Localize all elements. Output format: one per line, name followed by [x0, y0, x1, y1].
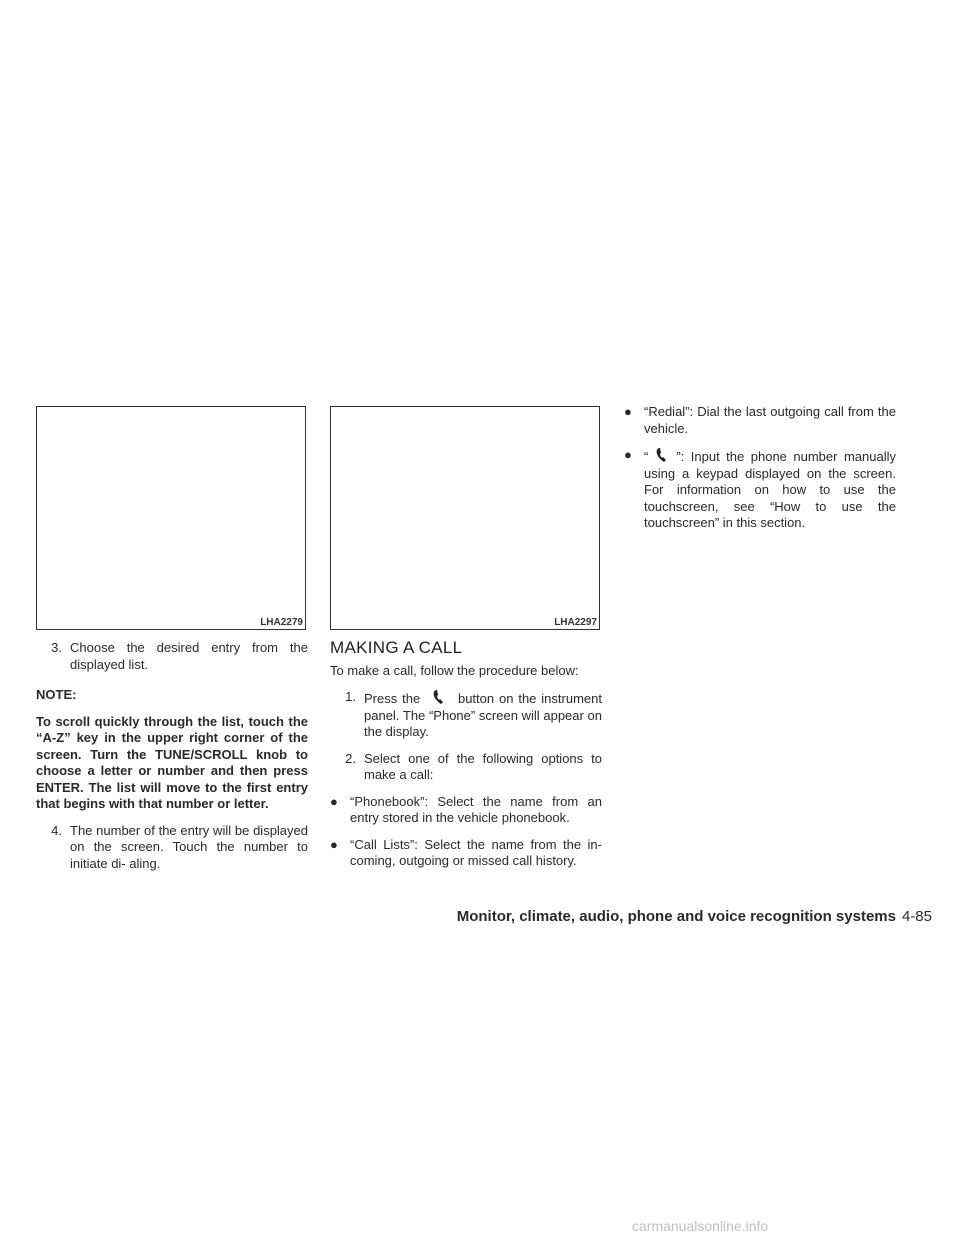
figure-lha2297	[330, 406, 600, 630]
bullet-call-lists	[330, 837, 602, 870]
column-right	[624, 404, 896, 532]
step-number: 1.	[345, 689, 356, 704]
section-title: MAKING A CALL	[330, 638, 463, 657]
bullet-text: “Phonebook”: Select the name from an entry stored in the vehicle phonebook.	[350, 793, 602, 825]
note-body: To scroll quickly through the list, touch the “A-Z” key in the upper right corner of the screen. Turn the TUNE/SCROLL knob to choose a letter or number and then press ENTER. The list will move to the first entry that begins with that number or letter.	[36, 713, 308, 811]
step-2	[330, 751, 602, 784]
bullet-phonebook	[330, 794, 602, 827]
step-text: The number of the entry will be displayed on the screen. Touch the number to initiate di- aling.	[70, 822, 308, 871]
intro-text: To make a call, follow the procedure below:	[330, 662, 579, 678]
step-text: Select one of the following options to make a call:	[364, 750, 602, 782]
figure-label: LHA2279	[260, 617, 303, 628]
step-number: 2.	[345, 750, 356, 766]
bullet-text: “Redial”: Dial the last outgoing call from the vehicle.	[644, 404, 896, 436]
column-left	[36, 406, 308, 872]
step-number: 4.	[51, 822, 62, 838]
step-4	[36, 823, 308, 873]
page-footer	[432, 908, 932, 925]
bullet-keypad	[624, 447, 896, 532]
step-text-after: button on the instrument panel. The “Phone” screen will appear on the display.	[364, 691, 602, 739]
bullet-redial	[624, 404, 896, 437]
step-text: Choose the desired entry from the displayed list.	[70, 640, 308, 672]
watermark: carmanualsonline.info	[632, 1218, 769, 1234]
bullet-dot: ●	[624, 447, 632, 462]
bullet-dot: ●	[330, 793, 338, 809]
page-number: 4-85	[901, 908, 932, 925]
step-1	[330, 689, 602, 741]
step-number: 3.	[51, 640, 62, 655]
note-heading: NOTE:	[36, 687, 77, 702]
bullet-text: ”: Input the phone number manually using a keypad displayed on the screen. For information on how to use the touchscreen, see “How to use the touchscreen” in this section.	[644, 449, 896, 530]
quote-open: “	[644, 449, 649, 464]
step-text-before: Press the	[364, 691, 421, 706]
column-middle	[330, 406, 602, 870]
figure-label: LHA2297	[554, 617, 597, 628]
figure-lha2279	[36, 406, 306, 630]
bullet-dot: ●	[624, 404, 632, 419]
bullet-dot: ●	[330, 836, 338, 852]
bullet-text: “Call Lists”: Select the name from the in- coming, outgoing or missed call history.	[350, 836, 602, 868]
step-3	[36, 640, 308, 673]
phone-handset-icon	[425, 689, 453, 705]
phone-handset-icon	[648, 447, 676, 463]
footer-section-title: Monitor, climate, audio, phone and voice recognition systems	[456, 908, 896, 925]
